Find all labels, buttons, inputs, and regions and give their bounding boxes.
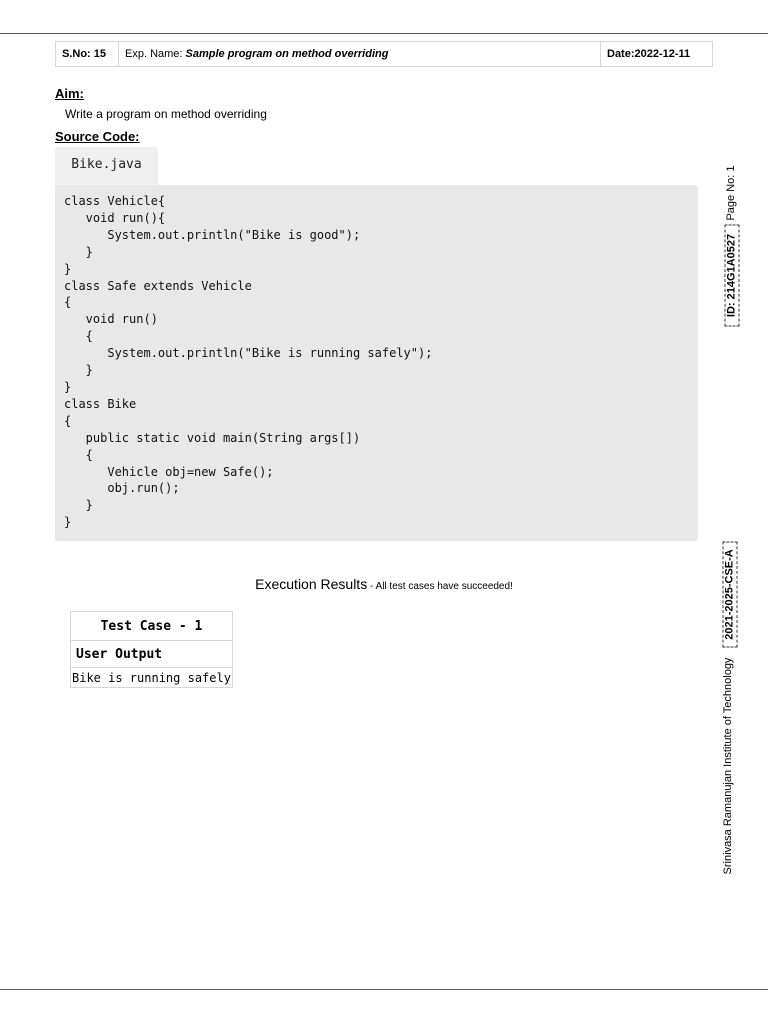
- test-case-title: Test Case - 1: [71, 612, 233, 641]
- test-case-table: [70, 611, 233, 688]
- user-output-value: Bike is running safely: [71, 668, 233, 688]
- experiment-name: [119, 42, 601, 67]
- bottom-rule: [0, 989, 768, 990]
- code-block: [55, 185, 698, 541]
- student-id: ID: 214G1A0527: [725, 225, 740, 327]
- page-number: Page No: 1: [725, 165, 737, 221]
- execution-results-title: Execution Results: [255, 576, 368, 592]
- execution-results-status: - All test cases have succeeded!: [367, 581, 513, 592]
- aim-heading: Aim:: [55, 86, 84, 101]
- top-rule: [0, 33, 768, 34]
- execution-results-heading: [0, 576, 768, 592]
- experiment-date: Date:2022-12-11: [601, 42, 713, 67]
- experiment-header-table: [55, 41, 713, 67]
- institute-name: Srinivasa Ramanujan Institute of Technology: [722, 657, 734, 875]
- user-output-label: User Output: [71, 641, 233, 668]
- source-code-heading: Source Code:: [55, 129, 140, 144]
- aim-text: Write a program on method overriding: [65, 107, 267, 121]
- source-code: class Vehicle{ void run(){ System.out.println("Bike is good"); } } class Safe extends Vehicle { void run() { System.out.println("Bike is running safely"); } } class Bike { public static void main(String args[]) { Vehicle obj=new Safe(); obj.run(); } }: [64, 194, 433, 530]
- experiment-name-prefix: Exp. Name:: [125, 48, 186, 60]
- experiment-title: Sample program on method overriding: [185, 48, 389, 60]
- batch-label: 2021-2025-CSE-A: [723, 542, 738, 648]
- file-tab-bike-java[interactable]: Bike.java: [55, 147, 158, 185]
- serial-number: S.No: 15: [56, 42, 119, 67]
